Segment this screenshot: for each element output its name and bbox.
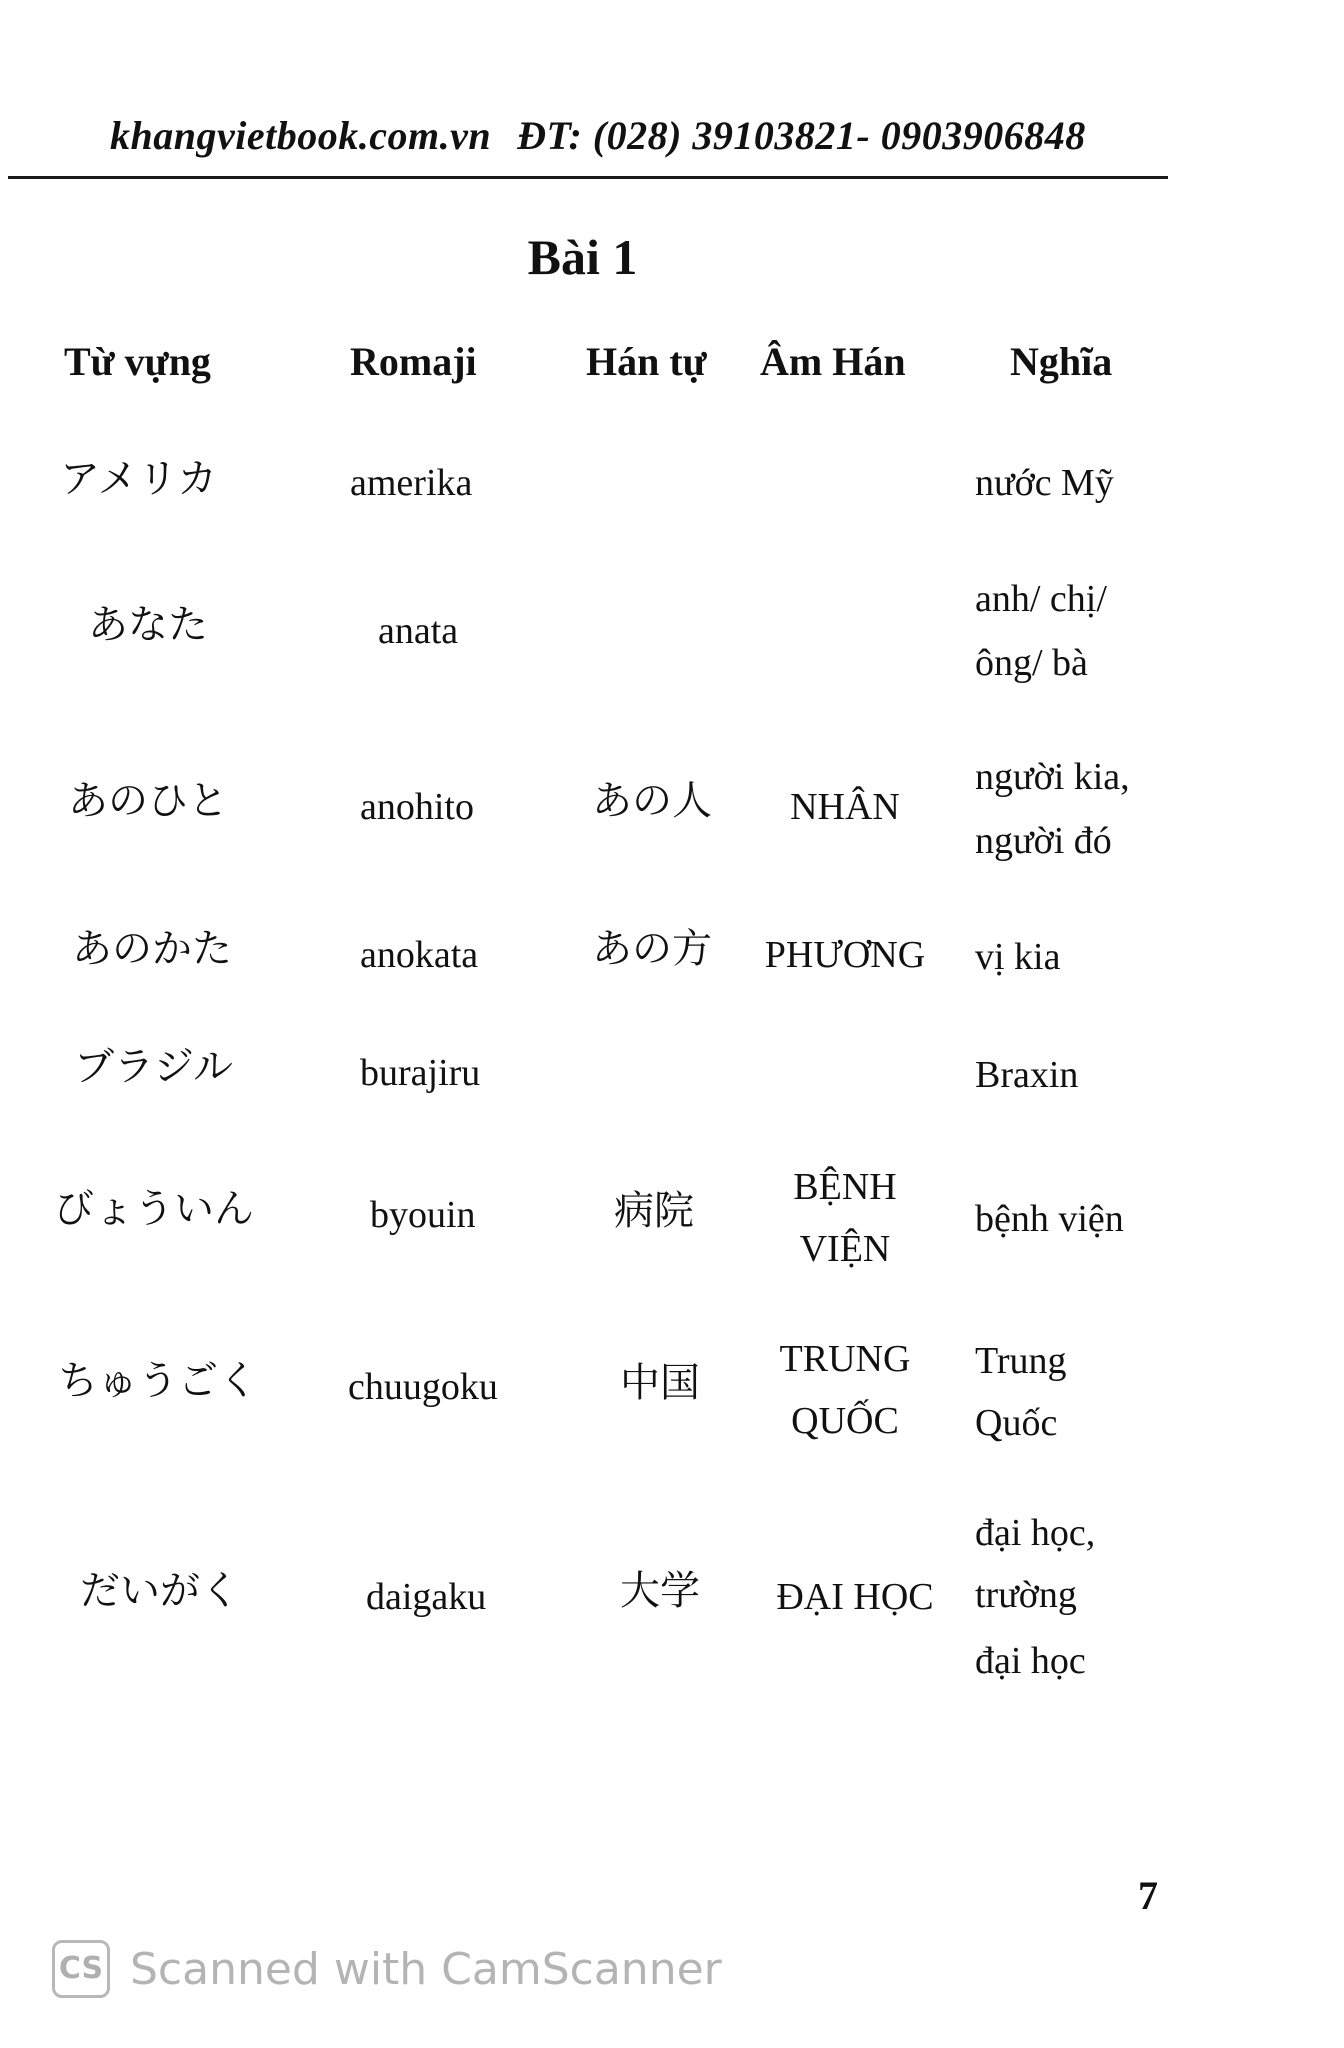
- header-phone: ĐT: (028) 39103821- 0903906848: [517, 113, 1086, 158]
- vocab-cell: あなた: [88, 602, 208, 648]
- romaji-cell: daigaku: [366, 1576, 487, 1618]
- meaning-cell: trường: [975, 1574, 1077, 1616]
- kanji-cell: 病院: [614, 1188, 694, 1234]
- meaning-cell: người kia,: [975, 756, 1130, 798]
- vocab-cell: びょういん: [54, 1186, 254, 1232]
- vocab-cell: あのひと: [68, 778, 228, 824]
- amhan-cell: ĐẠI HỌC: [776, 1576, 934, 1618]
- amhan-cell: PHƯƠNG: [764, 934, 926, 976]
- page-header: [110, 112, 1170, 159]
- amhan-cell: VIỆN: [799, 1228, 891, 1270]
- vocab-cell: アメリカ: [60, 456, 218, 502]
- romaji-cell: anata: [378, 610, 459, 652]
- meaning-cell: ông/ bà: [975, 642, 1088, 684]
- col-header-meaning: Nghĩa: [1010, 339, 1113, 384]
- col-header-vocab: Từ vựng: [64, 339, 211, 384]
- kanji-cell: 中国: [620, 1360, 700, 1406]
- meaning-cell: Trung: [975, 1340, 1067, 1382]
- kanji-cell: あの方: [592, 926, 712, 972]
- romaji-cell: anohito: [360, 786, 474, 828]
- meaning-cell: anh/ chị/: [975, 578, 1107, 620]
- romaji-cell: burajiru: [360, 1052, 481, 1094]
- col-header-kanji: Hán tự: [586, 339, 707, 384]
- romaji-cell: anokata: [360, 934, 479, 976]
- col-header-amhan: Âm Hán: [760, 339, 906, 384]
- romaji-cell: byouin: [370, 1194, 476, 1236]
- meaning-cell: người đó: [975, 820, 1112, 862]
- camscanner-logo-icon: CS: [52, 1940, 110, 1998]
- meaning-cell: vị kia: [975, 936, 1061, 978]
- vocab-cell: ブラジル: [74, 1044, 233, 1090]
- amhan-cell: NHÂN: [790, 786, 900, 828]
- vocab-cell: ちゅうごく: [58, 1358, 258, 1404]
- page-number: 7: [1138, 1873, 1158, 1918]
- meaning-cell: nước Mỹ: [975, 462, 1114, 504]
- col-header-romaji: Romaji: [350, 339, 477, 384]
- amhan-cell: TRUNG: [779, 1338, 911, 1380]
- vocab-cell: あのかた: [72, 926, 232, 972]
- meaning-cell: Braxin: [975, 1054, 1079, 1096]
- amhan-cell: QUỐC: [791, 1400, 899, 1442]
- lesson-title: Bài 1: [527, 229, 638, 285]
- kanji-cell: あの人: [592, 778, 712, 824]
- amhan-cell: BỆNH: [793, 1166, 897, 1208]
- romaji-cell: chuugoku: [348, 1366, 498, 1408]
- header-site: khangvietbook.com.vn: [110, 113, 492, 158]
- header-rule: [8, 176, 1168, 179]
- vocab-cell: だいがく: [80, 1568, 240, 1614]
- meaning-cell: đại học,: [975, 1512, 1096, 1554]
- meaning-cell: Quốc: [975, 1402, 1058, 1444]
- meaning-cell: bệnh viện: [975, 1198, 1124, 1240]
- scanner-watermark: Scanned with CamScanner: [130, 1944, 722, 1995]
- kanji-cell: 大学: [620, 1568, 700, 1614]
- meaning-cell: đại học: [975, 1640, 1086, 1682]
- romaji-cell: amerika: [350, 462, 473, 504]
